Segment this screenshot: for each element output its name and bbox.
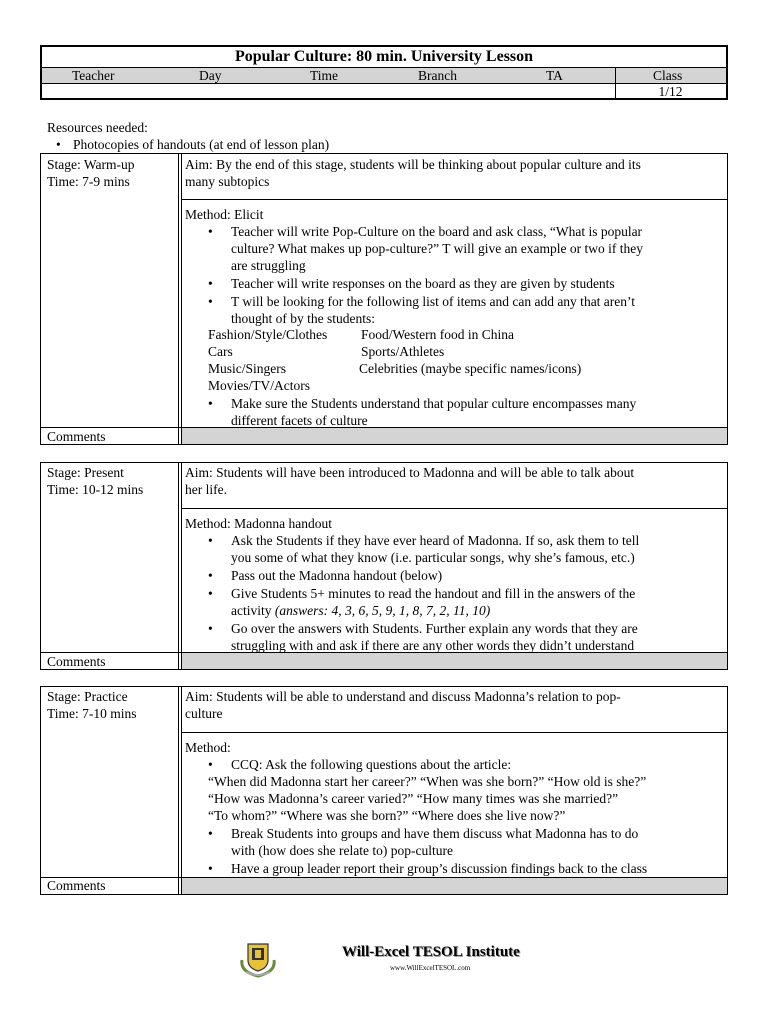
aim-text: her life.	[185, 482, 227, 497]
stage-practice-table	[40, 686, 728, 895]
method-bullet: Teacher will write responses on the board as they are given by students	[231, 276, 615, 291]
method-label: Method: Elicit	[185, 207, 264, 222]
method-label: Method: Madonna handout	[185, 516, 332, 531]
method-bullet: you some of what they know (i.e. particular songs, why she’s famous, etc.)	[231, 550, 635, 565]
bullet-icon: •	[208, 861, 213, 876]
stage-name: Stage: Present	[47, 465, 124, 480]
method-bullet: Break Students into groups and have them discuss what Madonna has to do	[231, 826, 639, 841]
method-bullet: T will be looking for the following list of items and can add any that aren’t	[231, 294, 636, 309]
aim-text: many subtopics	[185, 174, 270, 189]
class-value: 1/12	[658, 84, 683, 99]
lesson-header-table	[40, 45, 728, 100]
header-ta: TA	[546, 68, 563, 83]
list-item: Music/Singers	[208, 361, 287, 376]
lesson-title: Popular Culture: 80 min. University Lesson	[234, 48, 534, 65]
resources-label: Resources needed:	[47, 120, 148, 135]
bullet-icon: •	[208, 586, 213, 601]
ccq-question: “To whom?” “Where was she born?” “Where does she live now?”	[208, 808, 566, 823]
method-bullet: thought of by the students:	[231, 311, 375, 326]
bullet-icon: •	[208, 568, 213, 583]
stage-name: Stage: Warm-up	[47, 157, 135, 172]
method-bullet: Teacher will write Pop-Culture on the board and ask class, “What is popular	[231, 224, 643, 239]
stage-time: Time: 7-10 mins	[47, 706, 137, 721]
header-class: Class	[653, 68, 683, 83]
bullet-icon: •	[208, 294, 213, 309]
list-item: Fashion/Style/Clothes	[208, 327, 328, 342]
method-bullet: Ask the Students if they have ever heard of Madonna. If so, ask them to tell	[231, 533, 640, 548]
list-item: Cars	[208, 344, 233, 359]
list-item: Sports/Athletes	[361, 344, 445, 359]
header-time: Time	[310, 68, 339, 83]
stage-warmup-table	[40, 153, 728, 445]
method-bullet: Have a group leader report their group’s discussion findings back to the class	[231, 861, 648, 876]
method-label: Method:	[185, 740, 231, 755]
list-item: Movies/TV/Actors	[208, 378, 310, 393]
method-bullet: culture? What makes up pop-culture?” T will give an example or two if they	[231, 241, 643, 256]
method-bullet: Go over the answers with Students. Further explain any words that they are	[231, 621, 638, 636]
ccq-question: “How was Madonna’s career varied?” “How many times was she married?”	[208, 791, 619, 806]
institute-name: Will-Excel TESOL Institute	[342, 944, 520, 960]
comments-fill[interactable]	[182, 653, 727, 669]
aim-text: Aim: Students will have been introduced to Madonna and will be able to talk about	[185, 465, 635, 480]
method-bullet: activity	[231, 603, 272, 618]
bullet-icon: •	[208, 276, 213, 291]
bullet-icon: •	[208, 757, 213, 772]
list-item: Celebrities (maybe specific names/icons)	[359, 361, 582, 376]
stage-present-table	[40, 462, 728, 670]
header-day: Day	[199, 68, 222, 83]
comments-label: Comments	[47, 878, 106, 893]
resource-item: Photocopies of handouts (at end of lesson plan)	[73, 137, 330, 152]
comments-label: Comments	[47, 429, 106, 444]
stage-name: Stage: Practice	[47, 689, 128, 704]
method-bullet: with (how does she relate to) pop-culture	[231, 843, 453, 858]
aim-text: Aim: By the end of this stage, students will be thinking about popular culture and its	[185, 157, 641, 172]
bullet-icon: •	[208, 621, 213, 636]
method-bullet: are struggling	[231, 258, 306, 273]
bullet-icon: •	[208, 533, 213, 548]
header-teacher: Teacher	[72, 68, 115, 83]
method-bullet: struggling with and ask if there are any other words they didn’t understand	[231, 638, 635, 653]
aim-text: Aim: Students will be able to understand and discuss Madonna’s relation to pop-	[185, 689, 621, 704]
method-bullet: Pass out the Madonna handout (below)	[231, 568, 443, 583]
institute-crest-logo	[236, 938, 280, 978]
list-item: Food/Western food in China	[361, 327, 515, 342]
method-bullet: Make sure the Students understand that popular culture encompasses many	[231, 396, 637, 411]
stage-time: Time: 10-12 mins	[47, 482, 144, 497]
aim-text: culture	[185, 706, 223, 721]
header-branch: Branch	[418, 68, 457, 83]
method-bullet: different facets of culture	[231, 413, 368, 428]
bullet-icon: •	[56, 137, 61, 152]
stage-time: Time: 7-9 mins	[47, 174, 130, 189]
bullet-icon: •	[208, 826, 213, 841]
method-bullet: Give Students 5+ minutes to read the handout and fill in the answers of the	[231, 586, 636, 601]
bullet-icon: •	[208, 224, 213, 239]
answers-key: (answers: 4, 3, 6, 5, 9, 1, 8, 7, 2, 11, 10)	[274, 603, 491, 618]
comments-label: Comments	[47, 654, 106, 669]
bullet-icon: •	[208, 396, 213, 411]
ccq-question: “When did Madonna start her career?” “When was she born?” “How old is she?”	[208, 774, 647, 789]
ccq-text: CCQ: Ask the following questions about the article:	[231, 757, 512, 772]
comments-fill[interactable]	[182, 878, 727, 894]
institute-url[interactable]: www.WillExcelTESOL.com	[390, 964, 471, 972]
comments-fill[interactable]	[182, 428, 727, 444]
